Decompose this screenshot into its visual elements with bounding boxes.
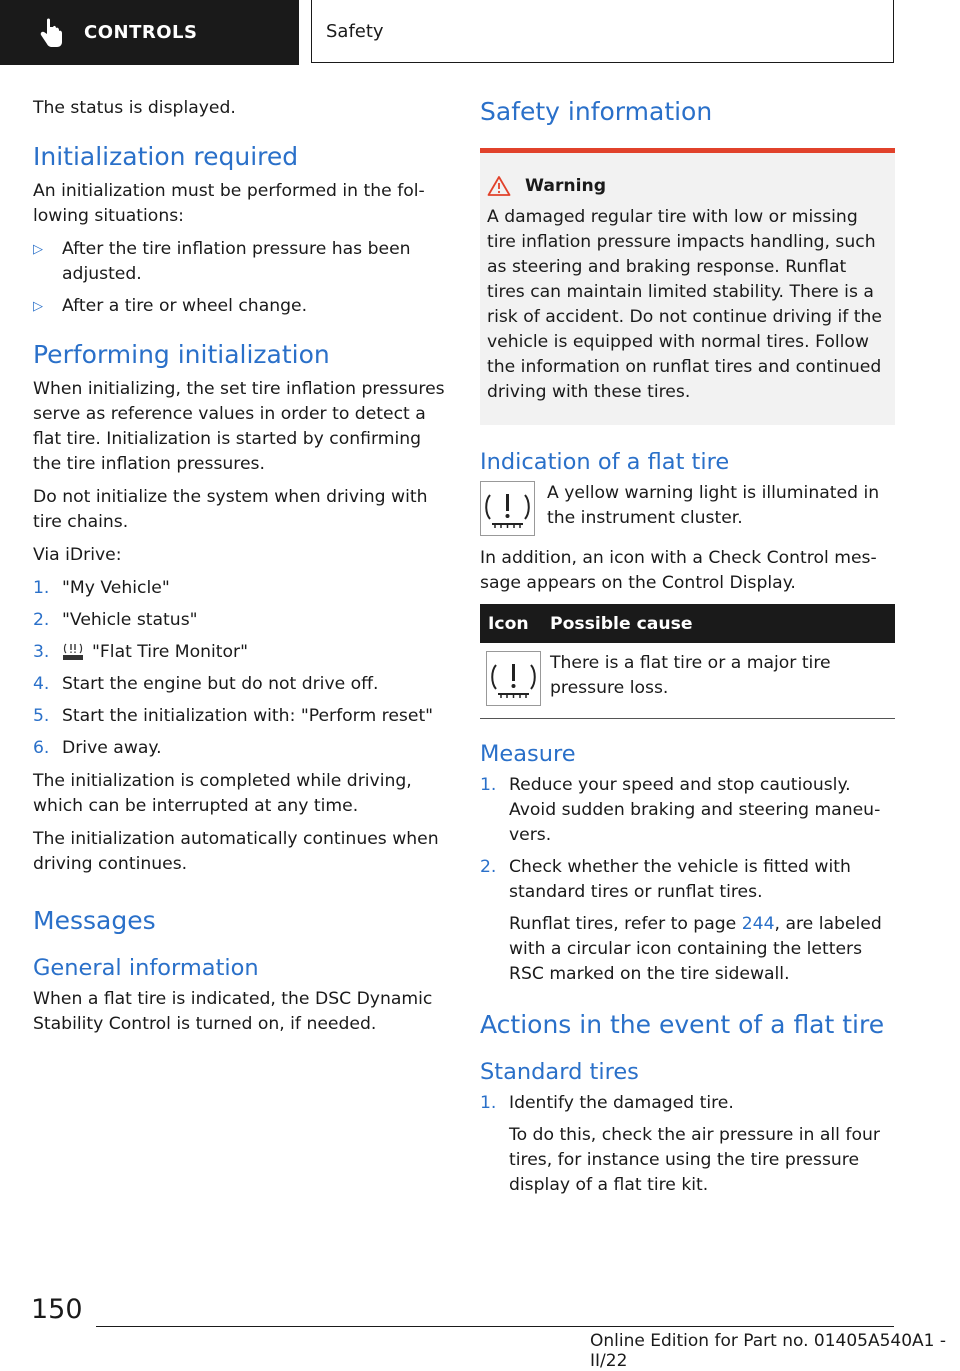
warning-triangle-icon bbox=[487, 175, 511, 197]
warning-title bbox=[487, 175, 887, 197]
list-item: 1. "My Vehicle" bbox=[33, 578, 170, 598]
footer-divider bbox=[96, 1326, 894, 1327]
performing-heading: Performing initialization bbox=[33, 340, 330, 369]
list-item: 1. Identify the damaged tire. To do this, check the air pressure in all four tires, for instance using the tire pressure display of a flat tire kit. bbox=[480, 1091, 895, 1198]
page-number: 150 bbox=[31, 1294, 83, 1325]
list-item: 1. Reduce your speed and stop cautiously. Avoid sudden braking and steering maneu‐ vers. bbox=[480, 775, 881, 845]
table-header-cause: Possible cause bbox=[544, 604, 895, 643]
list-item: ▷ After a tire or wheel change. bbox=[33, 294, 448, 319]
right-column bbox=[480, 96, 895, 1206]
intro-text: The status is displayed. bbox=[33, 98, 236, 118]
list-item: 6. Drive away. bbox=[33, 738, 162, 758]
list-item: ▷ After the tire inflation pressure has been adjusted. bbox=[33, 239, 411, 284]
standard-tires-heading: Standard tires bbox=[480, 1059, 639, 1085]
warning-label: Warning bbox=[525, 176, 607, 196]
triangle-bullet-icon: ▷ bbox=[33, 242, 43, 257]
chapter-title: Safety bbox=[326, 20, 384, 42]
general-info-text: When a flat tire is indicated, the DSC Dynamic Stability Control is turned on, if needed. bbox=[33, 989, 433, 1034]
step-sub-text: To do this, check the air pressure in all four tires, for instance using the tire pressure display of a flat tire kit. bbox=[509, 1125, 880, 1195]
performing-text-2: Do not initialize the system when driving with tire chains. bbox=[33, 487, 428, 532]
actions-heading: Actions in the event of a flat tire bbox=[480, 1010, 885, 1039]
triangle-bullet-icon: ▷ bbox=[33, 299, 43, 314]
list-item: 5. Start the initialization with: "Perform reset" bbox=[33, 706, 434, 726]
table-cell-icon bbox=[480, 643, 544, 719]
section-title: CONTROLS bbox=[84, 22, 198, 43]
messages-heading: Messages bbox=[33, 906, 156, 935]
flat-tire-warning-icon bbox=[486, 651, 541, 706]
list-item: 3. "Flat Tire Monitor" bbox=[33, 642, 249, 662]
warning-text: A damaged regular tire with low or missing tire inflation pressure impacts handling, such as steering and braking response. Runflat tires can maintain limited stability. There is a risk of accident. Do not continue driving if the vehicle is equipped with normal tires. Follow the information on runflat tires and continued driving with these tires. bbox=[487, 207, 882, 402]
init-required-heading: Initialization required bbox=[33, 142, 299, 171]
indication-text: In addition, an icon with a Check Control mes‐ sage appears on the Control Display. bbox=[480, 548, 877, 593]
icon-cause-table bbox=[480, 604, 895, 719]
list-item: 2. "Vehicle status" bbox=[33, 610, 198, 630]
list-item: 2. Check whether the vehicle is fitted with standard tires or runflat tires. Runflat tires, refer to page 244, are labeled with a circular icon containing the letters RSC marked on the tire sidewall. bbox=[480, 855, 895, 987]
performing-text-5: The initialization automatically continues when driving continues. bbox=[33, 829, 439, 874]
measure-heading: Measure bbox=[480, 741, 576, 767]
tire-reset-icon bbox=[62, 641, 84, 661]
table-row bbox=[480, 643, 895, 719]
chapter-tab bbox=[311, 0, 894, 63]
performing-text-1: When initializing, the set tire inflation pressures serve as reference values in order to detect a flat tire. Initialization is started by confirming the tire inflation pressures. bbox=[33, 379, 445, 474]
general-info-heading: General information bbox=[33, 955, 259, 981]
standard-tires-steps bbox=[480, 1091, 895, 1198]
measure-steps bbox=[480, 773, 895, 987]
performing-steps bbox=[33, 576, 448, 761]
flat-tire-warning-icon bbox=[480, 481, 535, 536]
indication-heading: Indication of a flat tire bbox=[480, 449, 730, 475]
performing-text-4: The initialization is completed while driving, which can be interrupted at any time. bbox=[33, 771, 412, 816]
pointing-hand-icon bbox=[38, 18, 64, 48]
runflat-note: Runflat tires, refer to page 244, are labeled with a circular icon containing the letters RSC marked on the tire sidewall. bbox=[509, 914, 882, 984]
left-column bbox=[33, 96, 448, 1045]
safety-heading: Safety information bbox=[480, 97, 713, 126]
warning-light-row bbox=[480, 481, 895, 536]
edition-text: Online Edition for Part no. 01405A540A1 - II/22 bbox=[590, 1331, 947, 1371]
page-link[interactable]: 244 bbox=[741, 914, 775, 934]
section-tab bbox=[0, 0, 299, 65]
table-cell-cause: There is a flat tire or a major tire pressure loss. bbox=[544, 643, 895, 719]
warning-box bbox=[480, 148, 895, 425]
init-required-list bbox=[33, 237, 448, 319]
warning-light-text: A yellow warning light is illuminated in the instrument cluster. bbox=[547, 483, 880, 528]
performing-text-3: Via iDrive: bbox=[33, 545, 122, 565]
init-required-text: An initialization must be performed in the fol‐ lowing situations: bbox=[33, 181, 425, 226]
list-item: 4. Start the engine but do not drive off. bbox=[33, 674, 379, 694]
table-header-icon: Icon bbox=[480, 604, 544, 643]
